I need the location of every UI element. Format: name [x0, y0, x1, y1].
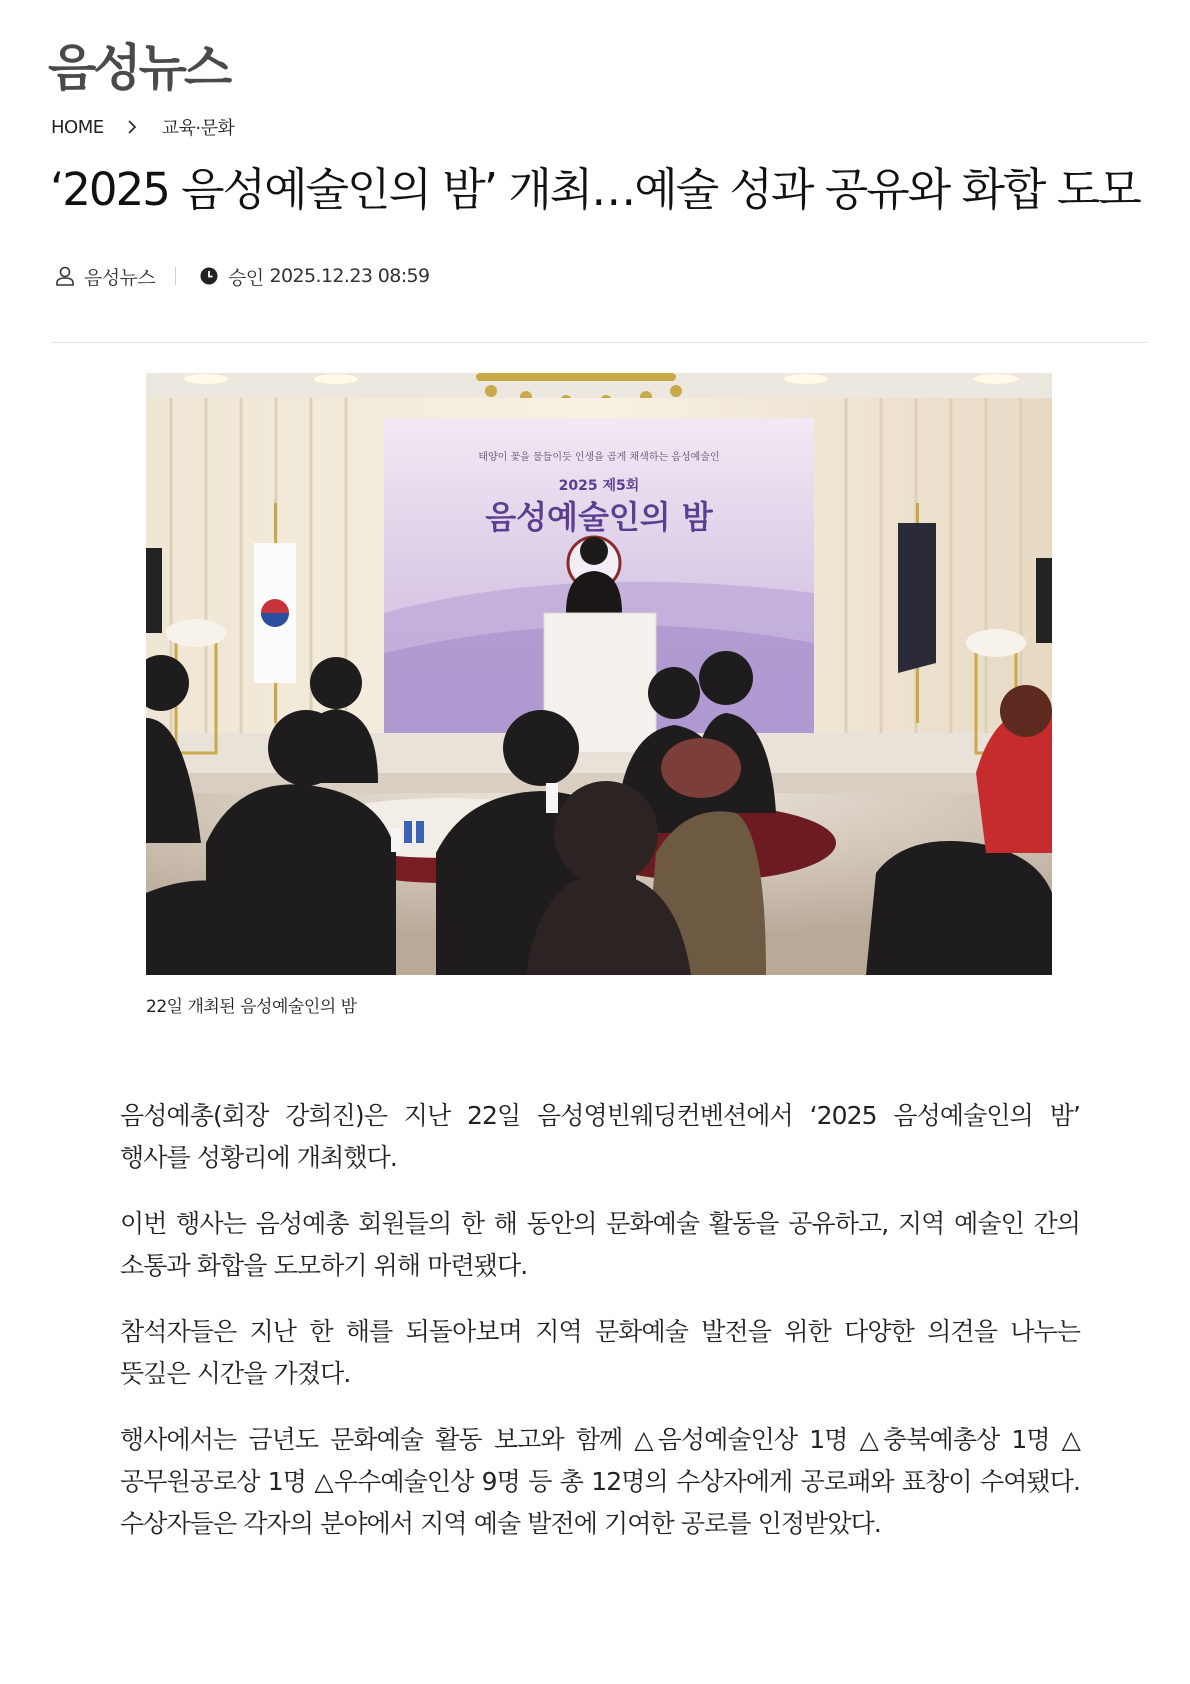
article-author: 음성뉴스: [84, 266, 156, 289]
meta-divider: [175, 267, 176, 285]
article-photo[interactable]: [146, 373, 1052, 975]
article-body: [120, 1095, 1080, 1569]
article-headline: ‘2025 음성예술인의 밤’ 개최…예술 성과 공유와 화합 도모: [50, 163, 1140, 216]
approved-label: 승인: [228, 266, 264, 289]
banner-title: 음성예술인의 밤: [485, 498, 713, 536]
article-paragraph: 행사에서는 금년도 문화예술 활동 보고와 함께 △음성예술인상 1명 △충북예총상 1명 △공무원공로상 1명 △우수예술인상 9명 등 총 12명의 수상자에게 공로패와 표창이 수여됐다. 수상자들은 각자의 분야에서 지역 예술 발전에 기여한 공로를 인정받았다.: [120, 1425, 1080, 1538]
header-divider: [51, 342, 1147, 343]
article-paragraph: 음성예총(회장 강희진)은 지난 22일 음성영빈웨딩컨벤션에서 ‘2025 음성예술인의 밤’ 행사를 성황리에 개최했다.: [120, 1101, 1080, 1172]
breadcrumb: [51, 114, 234, 140]
banner-edition: 2025 제5회: [558, 478, 640, 494]
article-paragraph: 참석자들은 지난 한 해를 되돌아보며 지역 문화예술 발전을 위한 다양한 의견을 나누는 뜻깊은 시간을 가졌다.: [120, 1317, 1080, 1388]
chevron-right-icon: [124, 119, 140, 135]
site-logo[interactable]: 음성뉴스: [48, 39, 230, 97]
article-paragraph: 이번 행사는 음성예총 회원들의 한 해 동안의 문화예술 활동을 공유하고, 지역 예술인 간의 소통과 화합을 도모하기 위해 마련됐다.: [120, 1209, 1080, 1280]
approved-datetime: 2025.12.23 08:59: [269, 265, 430, 287]
article-meta: [54, 262, 430, 290]
banner-top-line: 태양이 꽃을 물들이듯 인생을 곱게 채색하는 음성예술인: [478, 452, 720, 463]
breadcrumb-section-link[interactable]: 교육·문화: [161, 118, 235, 139]
photo-caption: 22일 개최된 음성예술인의 밤: [146, 997, 357, 1017]
user-icon: [54, 265, 76, 287]
clock-icon: [198, 265, 220, 287]
event-photo-illustration: [146, 373, 1052, 975]
breadcrumb-home-link[interactable]: HOME: [51, 116, 104, 138]
